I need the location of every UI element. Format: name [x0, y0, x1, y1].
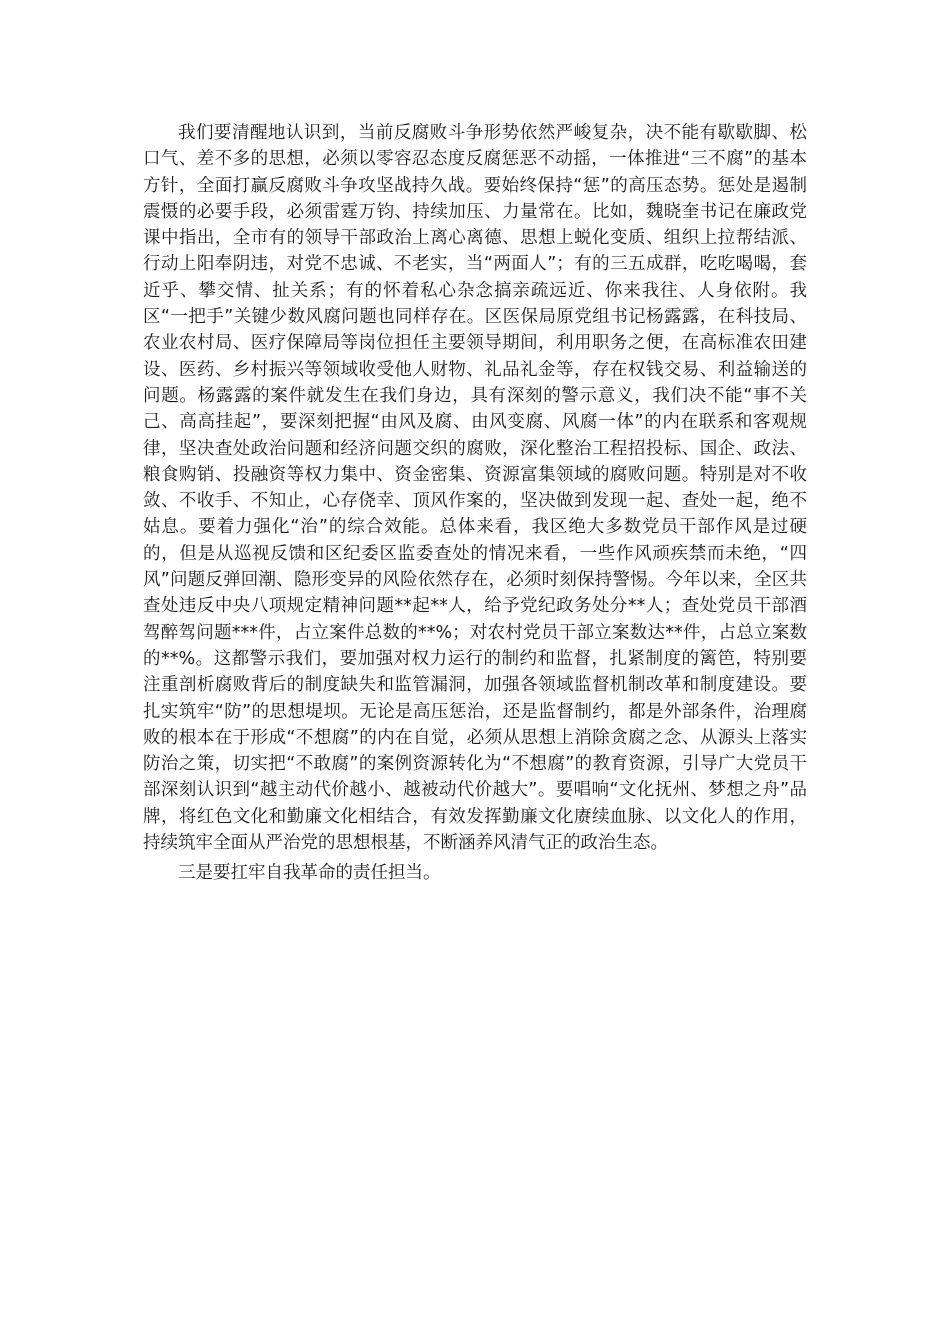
document-page: [143, 120, 807, 887]
body-paragraph: 我们要清醒地认识到，当前反腐败斗争形势依然严峻复杂，决不能有歇歇脚、松口气、差不多的思想，必须以零容忍态度反腐惩恶不动摇，一体推进“三不腐”的基本方针，全面打赢反腐败斗争攻坚战持久战。要始终保持“惩”的高压态势。惩处是遏制震慑的必要手段，必须雷霆万钧、持续加压、力量常在。比如，魏晓奎书记在廉政党课中指出，全市有的领导干部政治上离心离德、思想上蜕化变质、组织上拉帮结派、行动上阳奉阴违，对党不忠诚、不老实，当“两面人”；有的三五成群，吃吃喝喝，套近乎、攀交情、扯关系；有的怀着私心杂念搞亲疏远近、你来我往、人身依附。我区“一把手”关键少数风腐问题也同样存在。区医保局原党组书记杨露露，在科技局、农业农村局、医疗保障局等岗位担任主要领导期间，利用职务之便，在高标准农田建设、医药、乡村振兴等领域收受他人财物、礼品礼金等，存在权钱交易、利益输送的问题。杨露露的案件就发生在我们身边，具有深刻的警示意义，我们决不能“事不关己、高高挂起”，要深刻把握“由风及腐、由风变腐、风腐一体”的内在联系和客观规律，坚决查处政治问题和经济问题交织的腐败，深化整治工程招投标、国企、政法、粮食购销、投融资等权力集中、资金密集、资源富集领域的腐败问题。特别是对不收敛、不收手、不知止，心存侥幸、顶风作案的，坚决做到发现一起、查处一起，绝不姑息。要着力强化“治”的综合效能。总体来看，我区绝大多数党员干部作风是过硬的，但是从巡视反馈和区纪委区监委查处的情况来看，一些作风顽疾禁而未绝，“四风”问题反弹回潮、隐形变异的风险依然存在，必须时刻保持警惕。今年以来，全区共查处违反中央八项规定精神问题**起**人，给予党纪政务处分**人；查处党员干部酒驾醉驾问题***件，占立案件总数的**%；对农村党员干部立案数达**件，占总立案数的**%。这都警示我们，要加强对权力运行的制约和监督，扎紧制度的篱笆，特别要注重剖析腐败背后的制度缺失和监管漏洞，加强各领域监督机制改革和制度建设。要扎实筑牢“防”的思想堤坝。无论是高压惩治，还是监督制约，都是外部条件，治理腐败的根本在于形成“不想腐”的内在自觉，必须从思想上消除贪腐之念、从源头上落实防治之策，切实把“不敢腐”的案例资源转化为“不想腐”的教育资源，引导广大党员干部深刻认识到“越主动代价越小、越被动代价越大”。要唱响“文化抚州、梦想之舟”品牌，将红色文化和勤廉文化相结合，有效发挥勤廉文化赓续血脉、以文化人的作用，持续筑牢全面从严治党的思想根基，不断涵养风清气正的政治生态。: [143, 123, 807, 854]
section-heading-paragraph: 三是要扛牢自我革命的责任担当。: [178, 863, 441, 884]
